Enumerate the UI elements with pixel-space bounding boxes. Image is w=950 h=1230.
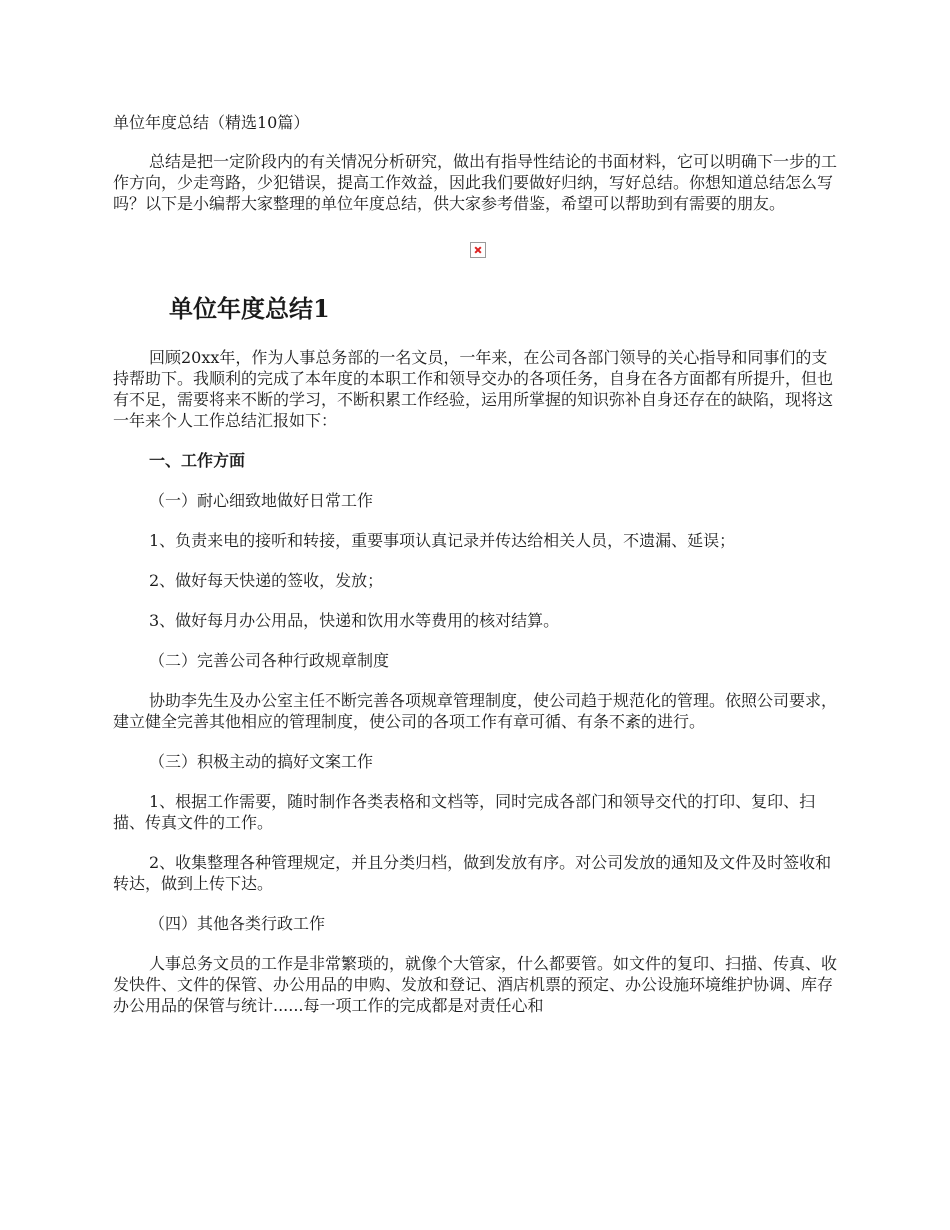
list-item: 1、根据工作需要，随时制作各类表格和文档等，同时完成各部门和领导交代的打印、复印、扫描、传真文件的工作。 [113,792,816,832]
broken-image-icon [470,242,486,258]
document-title: 单位年度总结（精选10篇） [113,113,310,132]
subheading: （三）积极主动的搞好文案工作 [149,752,374,771]
intro-paragraph: 总结是把一定阶段内的有关情况分析研究，做出有指导性结论的书面材料，它可以明确下一步的工作方向，少走弯路，少犯错误，提高工作效益，因此我们要做好归纳，写好总结。你想知道总结怎么写吗？以下是小编帮大家整理的单位年度总结，供大家参考借鉴，希望可以帮助到有需要的朋友。 [113,152,838,213]
paragraph: 回顾20xx年，作为人事总务部的一名文员，一年来，在公司各部门领导的关心指导和同事们的支持帮助下。我顺利的完成了本年度的本职工作和领导交办的各项任务，自身在各方面都有所提升，但也有不足，需要将来不断的学习，不断积累工作经验，运用所掌握的知识弥补自身还存在的缺陷，现将这一年来个人工作总结汇报如下： [113,348,834,430]
subheading: （四）其他各类行政工作 [149,914,326,933]
list-item: 3、做好每月办公用品，快递和饮用水等费用的核对结算。 [149,611,560,630]
list-item: 1、负责来电的接听和转接，重要事项认真记录并传达给相关人员，不遗漏、延误； [149,531,736,550]
document-page [113,112,843,1016]
subheading: （一）耐心细致地做好日常工作 [149,491,374,510]
section-heading: 单位年度总结1 [169,294,330,323]
subheading: （二）完善公司各种行政规章制度 [149,651,390,670]
list-item: 2、收集整理各种管理规定，并且分类归档，做到发放有序。对公司发放的通知及文件及时签收和转达，做到上传下达。 [113,853,832,893]
list-item: 2、做好每天快递的签收，发放； [149,571,384,590]
paragraph: 人事总务文员的工作是非常繁琐的，就像个大管家，什么都要管。如文件的复印、扫描、传真、收发快件、文件的保管、办公用品的申购、发放和登记、酒店机票的预定、办公设施环境维护协调、库存办公用品的保管与统计......每一项工作的完成都是对责任心和 [113,954,838,1015]
paragraph: 协助李先生及办公室主任不断完善各项规章管理制度，使公司趋于规范化的管理。依照公司要求，建立健全完善其他相应的管理制度，使公司的各项工作有章可循、有条不紊的进行。 [113,691,838,731]
subsection-heading: 一、工作方面 [149,451,246,470]
